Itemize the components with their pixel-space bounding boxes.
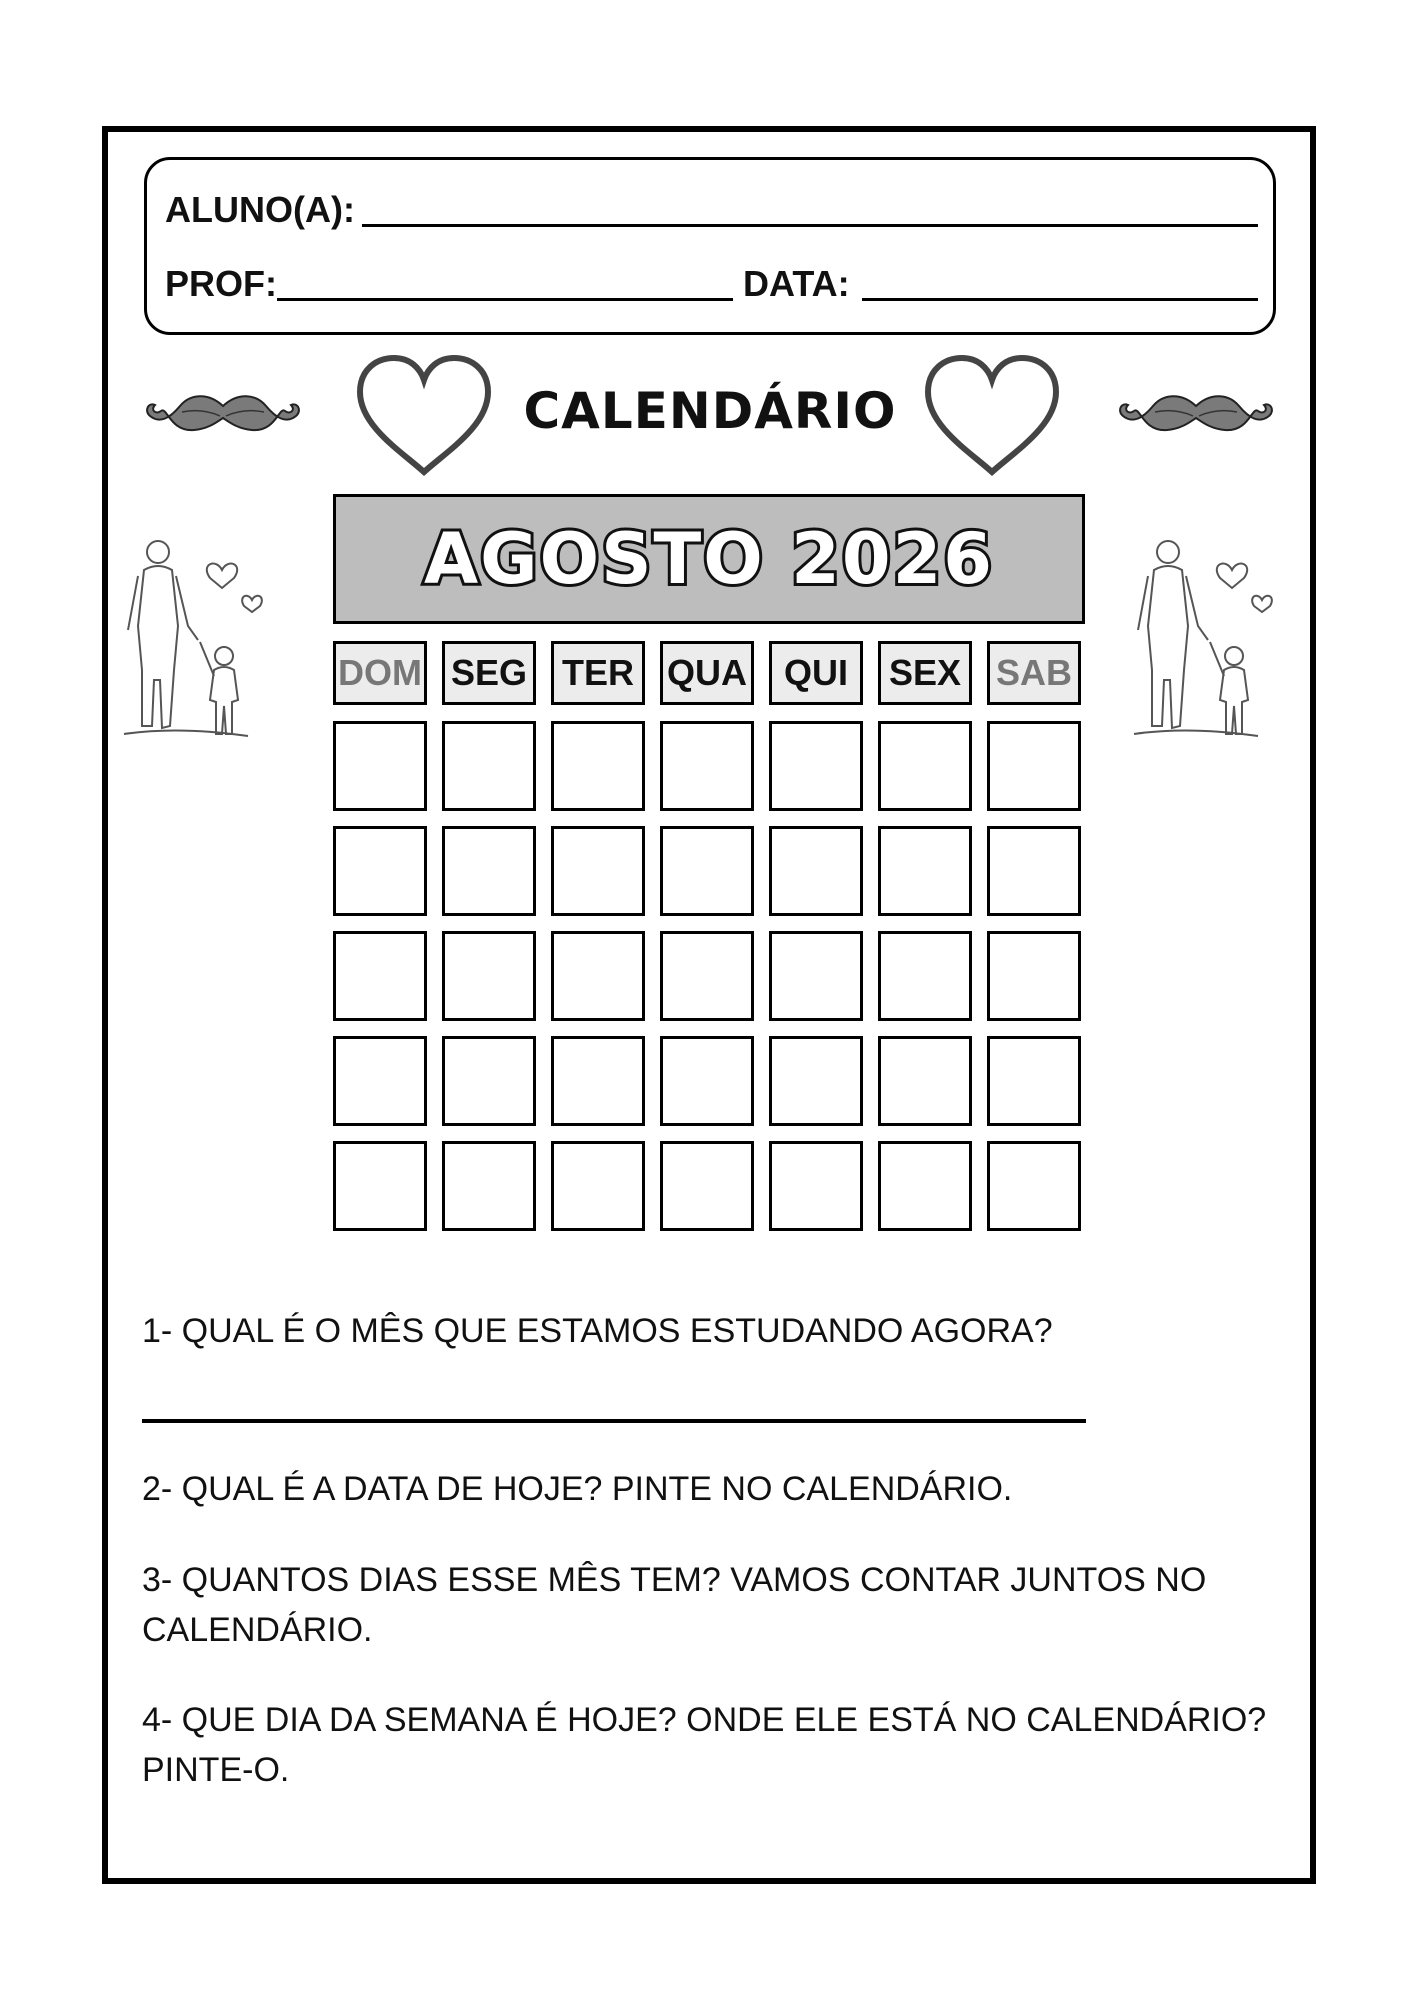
- calendar-day-cell[interactable]: [442, 1141, 536, 1231]
- calendar-day-cell[interactable]: [769, 1141, 863, 1231]
- student-name-line[interactable]: [362, 224, 1258, 227]
- weekday-header: QUA: [660, 641, 754, 705]
- calendar-day-cell[interactable]: [769, 826, 863, 916]
- question-4: 4- QUE DIA DA SEMANA É HOJE? ONDE ELE ESTÁ NO CALENDÁRIO? PINTE-O.: [142, 1701, 1267, 1789]
- question-1: 1- QUAL É O MÊS QUE ESTAMOS ESTUDANDO AGORA?: [142, 1312, 1053, 1350]
- calendar-day-cell[interactable]: [333, 826, 427, 916]
- calendar-day-cell[interactable]: [660, 1036, 754, 1126]
- student-label: ALUNO(A):: [165, 189, 355, 230]
- calendar-day-cell[interactable]: [551, 1141, 645, 1231]
- weekday-header: QUI: [769, 641, 863, 705]
- calendar-day-cell[interactable]: [333, 1036, 427, 1126]
- date-label: DATA:: [743, 263, 850, 304]
- calendar-day-cell[interactable]: [442, 826, 536, 916]
- calendar-day-cell[interactable]: [333, 931, 427, 1021]
- calendar-day-cell[interactable]: [769, 1036, 863, 1126]
- calendar-day-cell[interactable]: [769, 721, 863, 811]
- heart-icon: [922, 354, 1062, 478]
- question-2: 2- QUAL É A DATA DE HOJE? PINTE NO CALENDÁRIO.: [142, 1470, 1013, 1508]
- student-info-box: [144, 157, 1276, 335]
- father-and-child-icon: [1128, 530, 1298, 750]
- calendar-day-cell[interactable]: [442, 1036, 536, 1126]
- page-title: CALENDÁRIO: [523, 382, 897, 440]
- calendar-day-cell[interactable]: [551, 721, 645, 811]
- calendar-day-cell[interactable]: [551, 931, 645, 1021]
- calendar-day-cell[interactable]: [987, 721, 1081, 811]
- calendar-day-cell[interactable]: [878, 1036, 972, 1126]
- calendar-day-cell[interactable]: [878, 1141, 972, 1231]
- calendar-day-cell[interactable]: [551, 826, 645, 916]
- mustache-icon: [1115, 386, 1277, 448]
- calendar-day-cell[interactable]: [660, 931, 754, 1021]
- weekday-header: SEG: [442, 641, 536, 705]
- date-line[interactable]: [862, 298, 1258, 301]
- month-banner: [333, 494, 1085, 624]
- calendar-day-cell[interactable]: [442, 931, 536, 1021]
- calendar-day-cell[interactable]: [769, 931, 863, 1021]
- calendar-day-cell[interactable]: [660, 721, 754, 811]
- answer-line[interactable]: [142, 1419, 1086, 1423]
- calendar-day-cell[interactable]: [987, 931, 1081, 1021]
- teacher-name-line[interactable]: [277, 298, 733, 301]
- heart-icon: [354, 354, 494, 478]
- calendar-day-cell[interactable]: [333, 1141, 427, 1231]
- calendar-day-cell[interactable]: [878, 826, 972, 916]
- calendar-day-cell[interactable]: [333, 721, 427, 811]
- weekday-header: SEX: [878, 641, 972, 705]
- month-year-title: AGOSTO 2026: [423, 518, 995, 600]
- mustache-icon: [142, 386, 304, 448]
- calendar-day-cell[interactable]: [878, 721, 972, 811]
- father-and-child-icon: [118, 530, 288, 750]
- question-3: 3- QUANTOS DIAS ESSE MÊS TEM? VAMOS CONTAR JUNTOS NO CALENDÁRIO.: [142, 1561, 1207, 1649]
- calendar-day-cell[interactable]: [987, 826, 1081, 916]
- calendar-day-cell[interactable]: [551, 1036, 645, 1126]
- weekday-header: DOM: [333, 641, 427, 705]
- calendar-day-cell[interactable]: [987, 1141, 1081, 1231]
- calendar-day-cell[interactable]: [987, 1036, 1081, 1126]
- calendar-day-cell[interactable]: [660, 1141, 754, 1231]
- teacher-label: PROF:: [165, 263, 277, 304]
- weekday-header: SAB: [987, 641, 1081, 705]
- calendar-day-cell[interactable]: [660, 826, 754, 916]
- weekday-header: TER: [551, 641, 645, 705]
- calendar-day-cell[interactable]: [442, 721, 536, 811]
- calendar-day-cell[interactable]: [878, 931, 972, 1021]
